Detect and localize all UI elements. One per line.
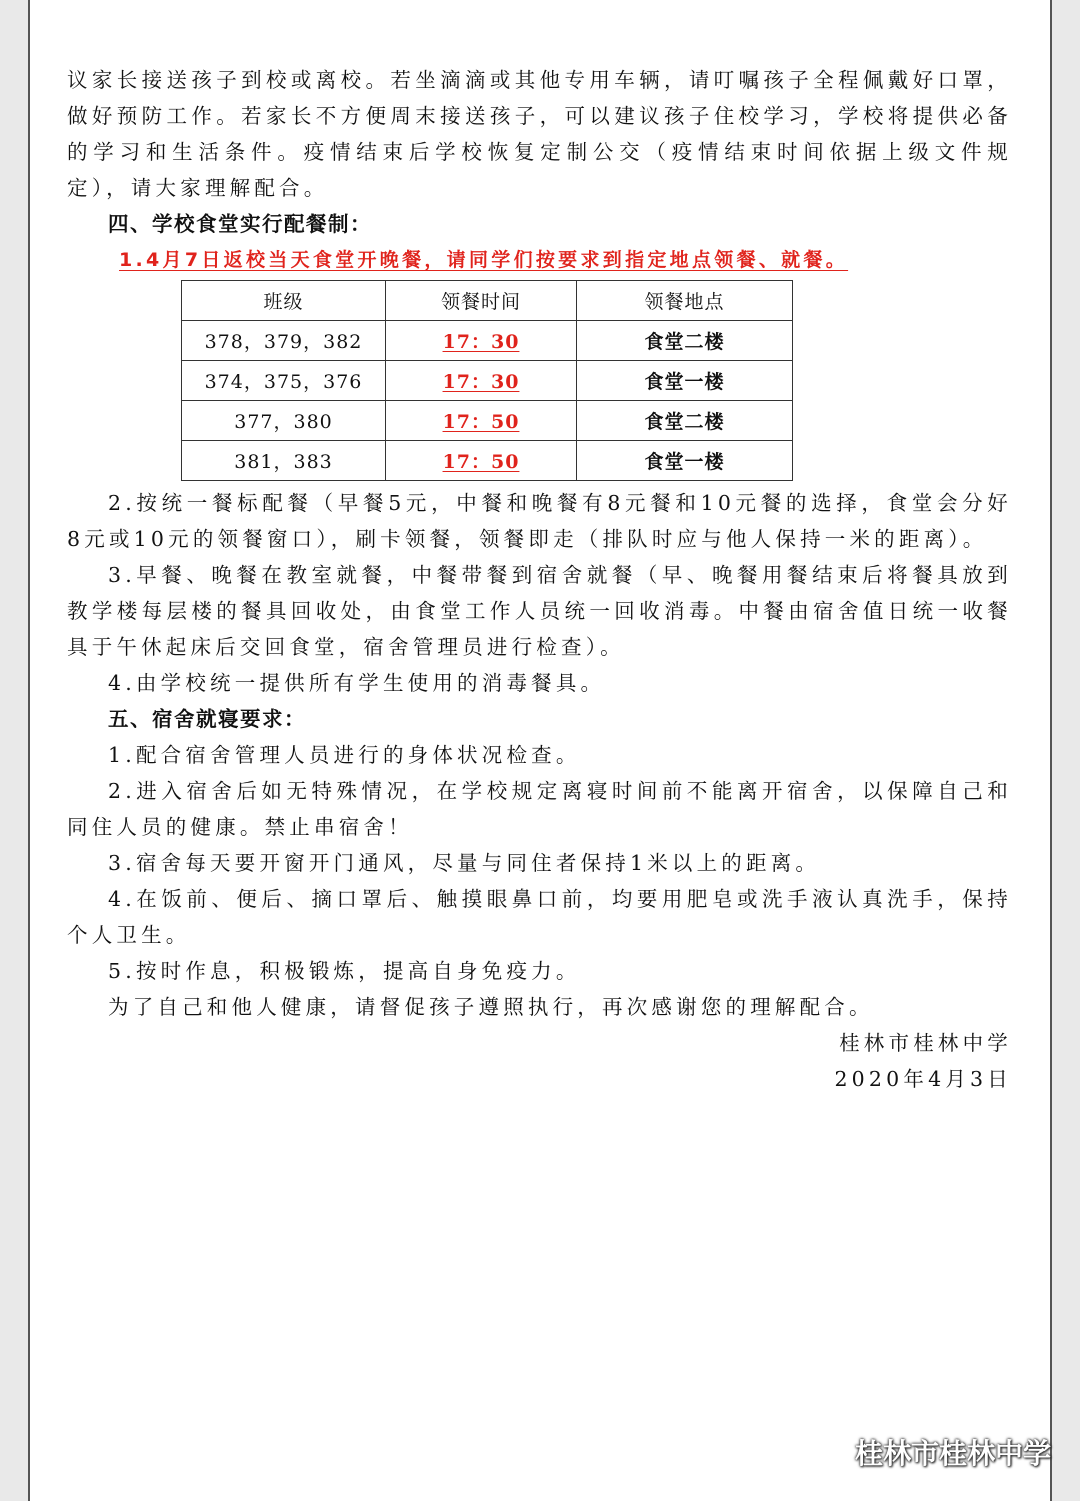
section-4-item-2: 2.按统一餐标配餐（早餐5元，中餐和晚餐有8元餐和10元餐的选择，食堂会分好8元或10元的领餐窗口），刷卡领餐，领餐即走（排队时应与他人保持一米的距离）。 — [67, 491, 1012, 551]
section-4-item-3: 3.早餐、晚餐在教室就餐，中餐带餐到宿舍就餐（早、晚餐用餐结束后将餐具放到教学楼每层楼的餐具回收处，由食堂工作人员统一回收消毒。中餐由宿舍值日统一收餐具于午休起床后交回食堂，宿舍管理员进行检查）。 — [67, 563, 1012, 659]
section-5-item-5: 5.按时作息，积极锻炼，提高自身免疫力。 — [108, 959, 581, 983]
watermark-label: 桂林市桂林中学 — [855, 1437, 1052, 1470]
cell-location: 食堂二楼 — [577, 321, 793, 361]
time-value: 17：30 — [442, 371, 520, 393]
intro-paragraph: 议家长接送孩子到校或离校。若坐滴滴或其他专用车辆，请叮嘱孩子全程佩戴好口罩，做好预防工作。若家长不方便周末接送孩子，可以建议孩子住校学习，学校将提供必备的学习和生活条件。疫情结束后学校恢复定制公交（疫情结束时间依据上级文件规定），请大家理解配合。 — [67, 68, 1012, 200]
section-5-item-1: 1.配合宿舍管理人员进行的身体状况检查。 — [108, 743, 581, 767]
signature-org: 桂林市桂林中学 — [839, 1031, 1012, 1055]
time-value: 17：30 — [442, 331, 520, 353]
cell-location: 食堂一楼 — [577, 361, 793, 401]
closing-paragraph: 为了自己和他人健康，请督促孩子遵照执行，再次感谢您的理解配合。 — [108, 995, 874, 1019]
table-row — [182, 321, 793, 361]
header-class: 班级 — [182, 281, 386, 321]
meal-schedule-table — [181, 280, 793, 481]
cell-time — [386, 441, 577, 481]
document-content — [67, 62, 1012, 1097]
header-location: 领餐地点 — [577, 281, 793, 321]
cell-classes: 377，380 — [182, 401, 386, 441]
cell-classes: 378，379，382 — [182, 321, 386, 361]
wechat-watermark — [803, 1422, 1051, 1482]
section-4-heading: 四、学校食堂实行配餐制： — [108, 212, 372, 236]
table-header-row — [182, 281, 793, 321]
table-row — [182, 401, 793, 441]
section-5-item-2: 2.进入宿舍后如无特殊情况，在学校规定离寝时间前不能离开宿舍，以保障自己和同住人员的健康。禁止串宿舍！ — [67, 779, 1012, 839]
cell-classes: 374，375，376 — [182, 361, 386, 401]
header-time: 领餐时间 — [386, 281, 577, 321]
signature-date: 2020年4月3日 — [834, 1067, 1012, 1091]
table-row — [182, 361, 793, 401]
page-edge-right — [1050, 0, 1052, 1501]
cell-time — [386, 401, 577, 441]
time-value: 17：50 — [442, 411, 520, 433]
cell-location: 食堂二楼 — [577, 401, 793, 441]
table-row — [182, 441, 793, 481]
cell-time — [386, 321, 577, 361]
section-4-item-1: 1.4月7日返校当天食堂开晚餐，请同学们按要求到指定地点领餐、就餐。 — [119, 249, 849, 271]
section-5-heading: 五、宿舍就寝要求： — [108, 707, 306, 731]
section-5-item-3: 3.宿舍每天要开窗开门通风，尽量与同住者保持1米以上的距离。 — [108, 851, 821, 875]
section-5-item-4: 4.在饭前、便后、摘口罩后、触摸眼鼻口前，均要用肥皂或洗手液认真洗手，保持个人卫生。 — [67, 887, 1012, 947]
cell-location: 食堂一楼 — [577, 441, 793, 481]
cell-classes: 381，383 — [182, 441, 386, 481]
time-value: 17：50 — [442, 451, 520, 473]
section-4-item-4: 4.由学校统一提供所有学生使用的消毒餐具。 — [108, 671, 606, 695]
cell-time — [386, 361, 577, 401]
wechat-icon — [803, 1431, 845, 1474]
page-edge-left — [28, 0, 30, 1501]
